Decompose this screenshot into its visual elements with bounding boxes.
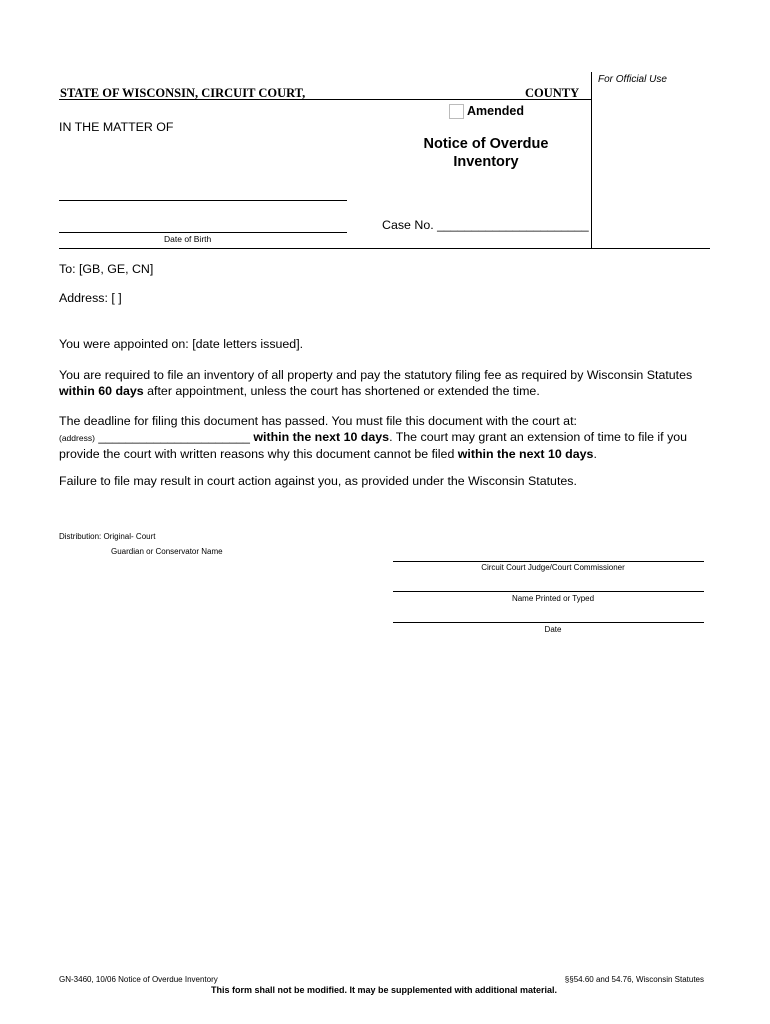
footer-statutes: §§54.60 and 54.76, Wisconsin Statutes [564, 975, 704, 984]
deadline-text-a: The deadline for filing this document has passed. You must file this document with the court at: [59, 414, 577, 428]
distribution-guardian: Guardian or Conservator Name [111, 547, 223, 556]
dob-label: Date of Birth [164, 234, 212, 244]
court-header-underline [59, 99, 591, 100]
failure-line: Failure to file may result in court action against you, as provided under the Wisconsin Statutes. [59, 474, 577, 488]
date-label: Date [544, 625, 562, 634]
footer-form-id: GN-3460, 10/06 Notice of Overdue Inventory [59, 975, 218, 984]
matter-of-label: IN THE MATTER OF [59, 120, 174, 134]
to-line: To: [GB, GE, CN] [59, 262, 154, 276]
form-title-line1: Notice of Overdue [423, 136, 549, 152]
footer-notice: This form shall not be modified. It may be supplemented with additional material. [210, 985, 558, 995]
deadline-paragraph [59, 413, 709, 462]
case-no-label: Case No. ______________________ [382, 218, 589, 232]
amended-checkbox[interactable] [449, 104, 464, 119]
official-use-divider [591, 72, 592, 249]
deadline-bold-2: within the next 10 days [457, 447, 594, 461]
official-use-label: For Official Use [598, 74, 667, 85]
deadline-end: . [593, 447, 597, 461]
court-header: STATE OF WISCONSIN, CIRCUIT COURT, [60, 86, 306, 100]
required-text-b: after appointment, unless the court has shortened or extended the time. [143, 384, 540, 398]
deadline-text-c: provide the court with written reasons why this document cannot be filed [59, 447, 458, 461]
date-line[interactable] [393, 622, 704, 623]
form-title [386, 135, 586, 171]
address-small-label: (address) [59, 433, 95, 443]
amended-label: Amended [467, 104, 524, 118]
form-title-line2: Inventory [453, 154, 519, 170]
judge-signature-label: Circuit Court Judge/Court Commissioner [481, 563, 625, 572]
deadline-bold-1: within the next 10 days [253, 430, 390, 444]
name-printed-label: Name Printed or Typed [511, 594, 595, 603]
deadline-blank[interactable]: ______________________ [94, 430, 254, 444]
deadline-text-b: . The court may grant an extension of time to file if you [389, 430, 688, 444]
required-bold: within 60 days [59, 384, 144, 398]
county-label: COUNTY [525, 86, 580, 100]
required-text-a: You are required to file an inventory of all property and pay the statutory filing fee as required by Wisconsin Statutes [59, 368, 693, 382]
name-printed-line[interactable] [393, 591, 704, 592]
header-bottom-rule [59, 248, 710, 249]
name-line[interactable] [59, 200, 347, 201]
distribution-label: Distribution: Original- Court [59, 532, 156, 541]
required-paragraph [59, 367, 709, 399]
address-line: Address: [ ] [59, 291, 122, 305]
judge-signature-line[interactable] [393, 561, 704, 562]
appointed-line: You were appointed on: [date letters issued]. [59, 337, 304, 351]
dob-line[interactable] [59, 232, 347, 233]
